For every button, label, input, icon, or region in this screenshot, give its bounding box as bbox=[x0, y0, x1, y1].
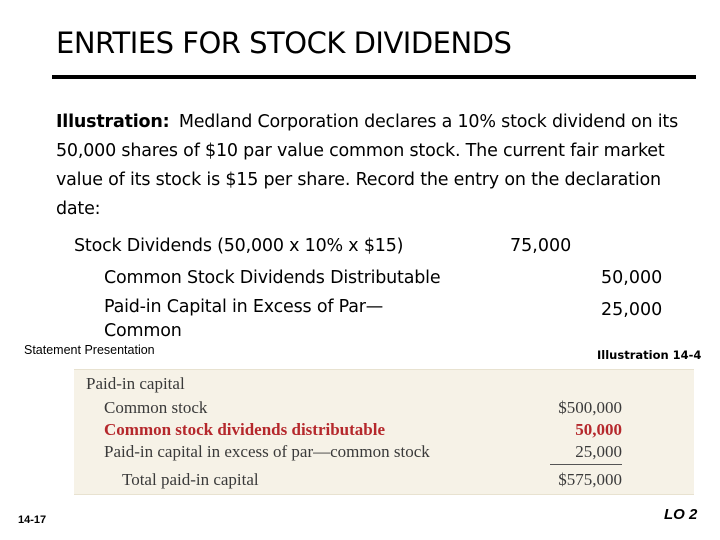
common-stock-label: Common stock bbox=[104, 398, 208, 417]
common-stock-amount: $500,000 bbox=[558, 398, 622, 417]
paid-in-capital-statement bbox=[74, 369, 694, 495]
slide-title: ENRTIES FOR STOCK DIVIDENDS bbox=[56, 26, 512, 60]
credit-account-excess-line1: Paid-in Capital in Excess of Par— bbox=[104, 297, 384, 317]
debit-amount: 75,000 bbox=[510, 236, 572, 256]
excess-of-par-amount: 25,000 bbox=[575, 442, 622, 461]
subtotal-rule bbox=[550, 464, 622, 465]
credit-account-excess-line2: Common bbox=[104, 321, 182, 341]
learning-objective: LO 2 bbox=[664, 506, 698, 523]
credit-amount-excess: 25,000 bbox=[601, 300, 663, 320]
total-amount: $575,000 bbox=[558, 470, 622, 489]
debit-account: Stock Dividends (50,000 x 10% x $15) bbox=[74, 236, 404, 256]
total-label: Total paid-in capital bbox=[122, 470, 259, 489]
statement-heading: Paid-in capital bbox=[86, 374, 185, 393]
illustration-text: Medland Corporation declares a 10% stock dividend on its 50,000 shares of $10 par value common stock. The current fair market value of its stock is $15 per share. Record the entry on the declaration date: bbox=[56, 112, 678, 219]
credit-amount-distributable: 50,000 bbox=[601, 268, 663, 288]
illustration-reference: Illustration 14-4 bbox=[597, 348, 702, 362]
slide-number: 14-17 bbox=[18, 514, 47, 526]
distributable-amount: 50,000 bbox=[575, 420, 622, 439]
illustration-paragraph bbox=[56, 108, 696, 224]
illustration-label: Illustration: bbox=[56, 112, 170, 132]
credit-account-distributable: Common Stock Dividends Distributable bbox=[104, 268, 441, 288]
statement-presentation-label: Statement Presentation bbox=[24, 343, 155, 357]
excess-of-par-label: Paid-in capital in excess of par—common stock bbox=[104, 442, 430, 461]
title-divider bbox=[52, 75, 696, 79]
distributable-label: Common stock dividends distributable bbox=[104, 420, 386, 439]
